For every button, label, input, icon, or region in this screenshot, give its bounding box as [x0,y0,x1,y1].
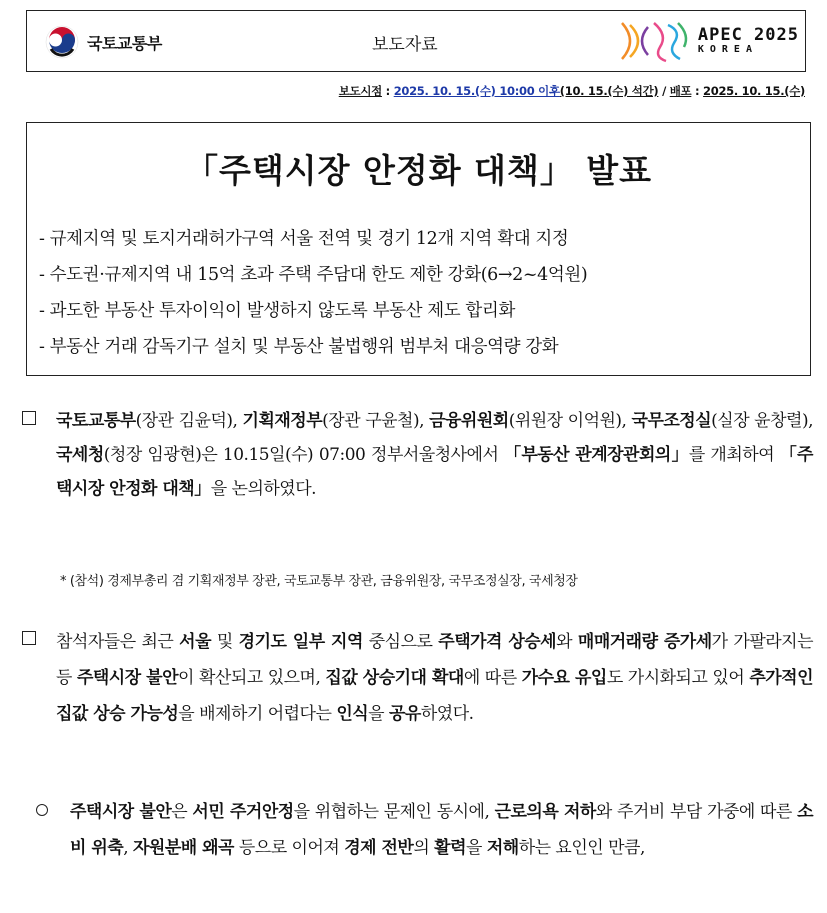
ministry-logo [45,25,162,59]
text-bold: 경제 전반 [344,838,414,858]
text: (위원장 이억원), [508,411,632,431]
page-title: 「주택시장 안정화 대책」 발표 [184,151,653,190]
text-bold: 저해 [486,838,519,858]
apec-title: APEC 2025 [697,24,799,45]
text: 와 주거비 부담 가중에 따른 [595,802,798,822]
text: 을 [466,838,487,858]
text: 을 위협하는 문제인 동시에, [293,802,495,822]
distribution-sep: : [691,84,704,98]
summary-item: - 수도권·규제지역 내 15억 초과 주택 주담대 한도 제한 강화(6→2~4억원) [39,265,588,285]
text-bold: 집값 상승기대 확대 [325,668,464,688]
apec-swirl-icon [618,17,692,65]
text: 이 확산되고 있으며, [178,668,326,688]
distribution-date: 2025. 10. 15.(수) [703,84,805,98]
ministry-name: 국토교통부 [87,33,162,53]
text: 와 [556,632,578,652]
distribution-label: 배포 [669,84,692,98]
square-bullet-icon [22,411,36,425]
text-bold: 공유 [389,704,421,724]
text-bold: 추가적인 집값 상승 가능성 [56,668,814,724]
text-bold: 가수요 유입 [521,668,607,688]
text-bold: 매매거래량 증가세 [577,632,712,652]
text-bold: 활력 [434,838,466,858]
text-bold: 인식 [336,704,369,724]
text-bold: 소비 위축 [70,802,813,858]
text-bold: 주택시장 불안 [70,802,172,822]
text: 은 [171,802,193,822]
text-bold: 국토교통부 [56,411,136,431]
press-release-label: 보도자료 [372,35,438,55]
release-time-suffix: (10. 15.(수) 석간) [559,84,659,98]
apec-logo [618,17,799,65]
summary-item: - 부동산 거래 감독기구 설치 및 부동산 불법행위 범부처 대응역량 강화 [39,337,559,357]
summary-item: - 규제지역 및 토지거래허가구역 서울 전역 및 경기 12개 지역 확대 지정 [39,229,569,249]
text-bold: 「부동산 관계장관회의」 [504,445,689,465]
text: 를 개최하여 [688,445,780,465]
text: , [123,838,133,858]
text: 도 가시화되고 있어 [606,668,750,688]
header-box [26,10,806,72]
text: (장관 구윤철), [322,411,430,431]
text: 하는 요인인 만큼, [518,838,645,858]
text: 에 따른 [463,668,522,688]
text: 하였다. [420,704,474,724]
text-bold: 서울 [179,632,212,652]
release-label: 보도시점 [338,84,382,98]
summary-list [39,221,802,365]
text-bold: 경기도 일부 지역 [238,632,363,652]
text: 을 [368,704,389,724]
paragraph-meeting [22,404,813,506]
text: 의 [413,838,435,858]
square-bullet-icon [22,631,36,645]
apec-korea: KOREA [697,43,758,55]
text-bold: 서민 주거안정 [192,802,294,822]
text-bold: 금융위원회 [429,411,509,431]
release-sep: : [381,84,394,98]
text-bold: 국무조정실 [631,411,712,431]
circle-bullet-icon [36,804,48,816]
text-bold: 「주택시장 안정화 대책」 [56,445,813,499]
text: (장관 김윤덕), [135,411,243,431]
text: 및 [211,632,239,652]
release-slash: / [658,84,670,98]
taegeuk-logo-icon [45,25,79,59]
text: 중심으로 [362,632,439,652]
text: 참석자들은 최근 [56,632,180,652]
text-bold: 기획재정부 [242,411,323,431]
summary-item: - 과도한 부동산 투자이익이 발생하지 않도록 부동산 제도 합리화 [39,301,515,321]
attendee-note: * (참석) 경제부총리 겸 기획재정부 장관, 국토교통부 장관, 금융위원장, 국무조정실장, 국세청장 [60,574,578,589]
text-bold: 자원분배 왜곡 [133,838,234,858]
text-bold: 주택시장 불안 [76,668,179,688]
text-bold: 근로의욕 저하 [494,802,596,822]
text: 을 논의하였다. [210,479,317,499]
text: (실장 윤창렬), [711,411,813,431]
release-time: 2025. 10. 15.(수) 10:00 이후 [393,84,560,98]
text-bold: 주택가격 상승세 [438,632,557,652]
text-bold: 국세청 [56,445,104,465]
paragraph-concern [22,624,813,732]
summary-box [26,122,811,376]
text: (청장 임광현)은 10.15일(수) 07:00 정부서울청사에서 [103,445,505,465]
text: 가 가팔라지는 등 [56,632,814,688]
release-info [339,83,805,99]
sub-paragraph [36,794,813,866]
text: 등으로 이어져 [233,838,345,858]
text: 을 배제하기 어렵다는 [178,704,337,724]
